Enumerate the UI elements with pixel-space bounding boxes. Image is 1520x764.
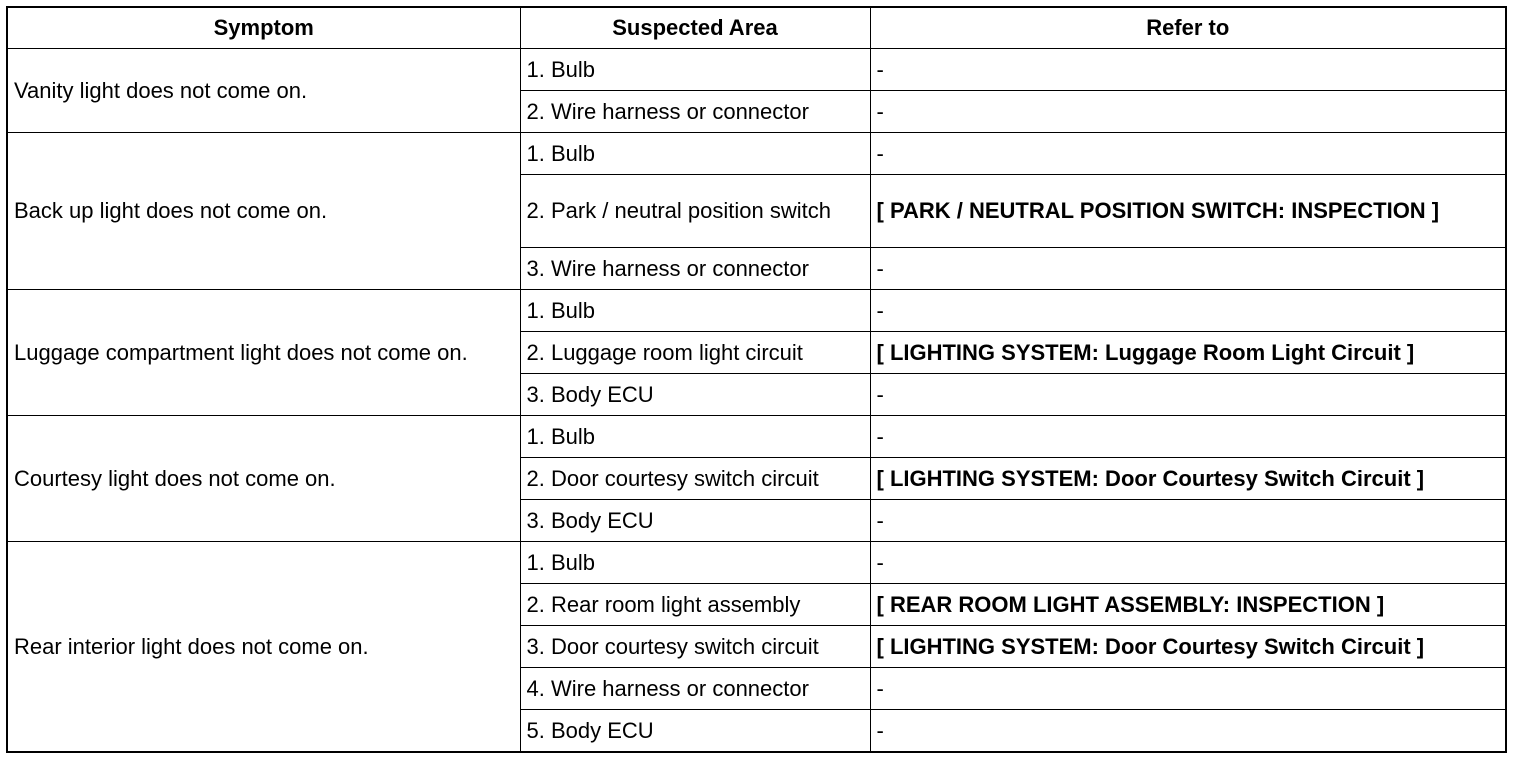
refer-to-cell: -	[870, 49, 1506, 91]
suspected-area-cell: 1. Bulb	[520, 290, 870, 332]
suspected-area-cell: 2. Door courtesy switch circuit	[520, 458, 870, 500]
suspected-area-cell: 3. Wire harness or connector	[520, 248, 870, 290]
table-row	[7, 133, 1506, 175]
symptom-cell: Luggage compartment light does not come on.	[7, 290, 520, 416]
symptom-cell: Courtesy light does not come on.	[7, 416, 520, 542]
table-row	[7, 290, 1506, 332]
refer-to-cell: -	[870, 133, 1506, 175]
refer-to-cell: -	[870, 710, 1506, 753]
refer-to-link[interactable]: [ LIGHTING SYSTEM: Door Courtesy Switch Circuit ]	[870, 626, 1506, 668]
refer-to-cell: -	[870, 91, 1506, 133]
refer-to-link[interactable]: [ LIGHTING SYSTEM: Luggage Room Light Circuit ]	[870, 332, 1506, 374]
suspected-area-cell: 5. Body ECU	[520, 710, 870, 753]
refer-to-cell: -	[870, 668, 1506, 710]
suspected-area-cell: 1. Bulb	[520, 416, 870, 458]
table-row	[7, 49, 1506, 91]
suspected-area-cell: 1. Bulb	[520, 49, 870, 91]
suspected-area-cell: 2. Wire harness or connector	[520, 91, 870, 133]
refer-to-link[interactable]: [ REAR ROOM LIGHT ASSEMBLY: INSPECTION ]	[870, 584, 1506, 626]
header-row	[7, 7, 1506, 49]
suspected-area-cell: 3. Body ECU	[520, 500, 870, 542]
refer-to-cell: -	[870, 374, 1506, 416]
suspected-area-cell: 1. Bulb	[520, 542, 870, 584]
suspected-area-cell: 2. Luggage room light circuit	[520, 332, 870, 374]
symptom-cell: Back up light does not come on.	[7, 133, 520, 290]
suspected-area-cell: 1. Bulb	[520, 133, 870, 175]
suspected-area-cell: 2. Rear room light assembly	[520, 584, 870, 626]
symptom-cell: Rear interior light does not come on.	[7, 542, 520, 753]
refer-to-cell: -	[870, 248, 1506, 290]
troubleshooting-table-container	[6, 6, 1507, 753]
refer-to-cell: -	[870, 290, 1506, 332]
refer-to-cell: -	[870, 500, 1506, 542]
suspected-area-cell: 3. Door courtesy switch circuit	[520, 626, 870, 668]
problem-symptoms-table	[6, 6, 1507, 753]
symptom-cell: Vanity light does not come on.	[7, 49, 520, 133]
table-row	[7, 416, 1506, 458]
suspected-area-cell: 2. Park / neutral position switch	[520, 175, 870, 248]
refer-to-cell: -	[870, 416, 1506, 458]
refer-to-cell: -	[870, 542, 1506, 584]
refer-to-link[interactable]: [ LIGHTING SYSTEM: Door Courtesy Switch Circuit ]	[870, 458, 1506, 500]
header-suspected-area: Suspected Area	[520, 7, 870, 49]
refer-to-link[interactable]: [ PARK / NEUTRAL POSITION SWITCH: INSPECTION ]	[870, 175, 1506, 248]
table-row	[7, 542, 1506, 584]
header-refer-to: Refer to	[870, 7, 1506, 49]
suspected-area-cell: 4. Wire harness or connector	[520, 668, 870, 710]
suspected-area-cell: 3. Body ECU	[520, 374, 870, 416]
header-symptom: Symptom	[7, 7, 520, 49]
